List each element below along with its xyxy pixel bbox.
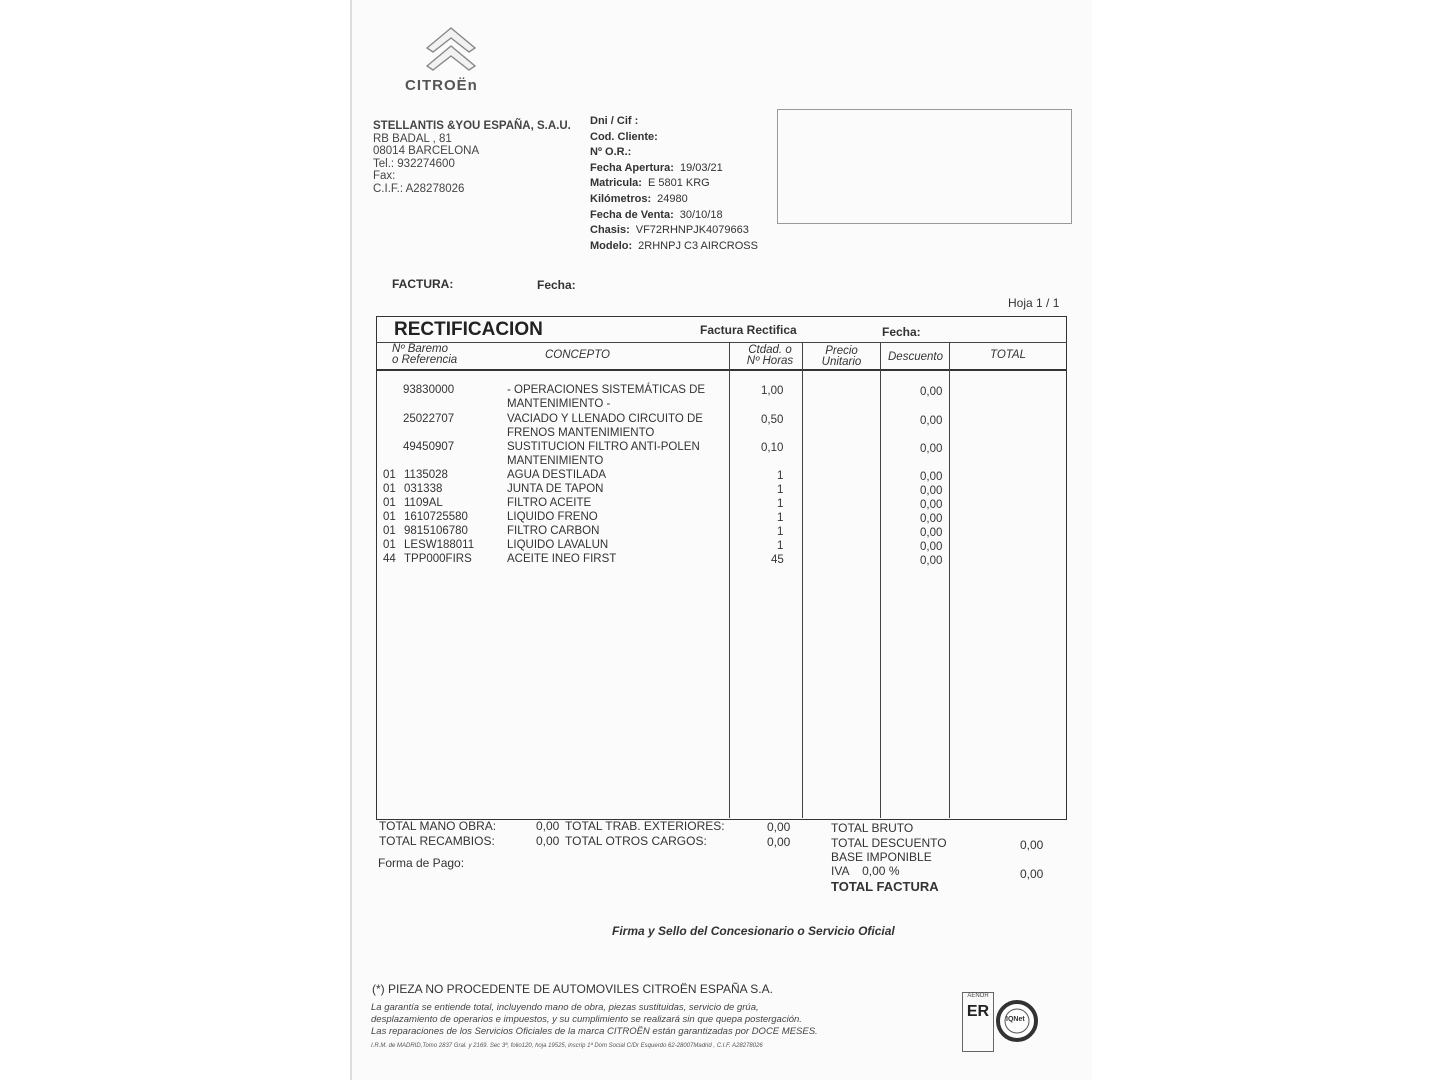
- vehicle-label: Dni / Cif :: [590, 115, 639, 127]
- item-prefix: 01: [383, 511, 396, 523]
- item-prefix: 01: [383, 497, 396, 509]
- company-name: STELLANTIS &YOU ESPAÑA, S.A.U.: [373, 120, 571, 132]
- item-concept: LIQUIDO LAVALUN: [507, 539, 609, 551]
- item-ref: 49450907: [403, 441, 455, 453]
- items-table: [376, 316, 1067, 820]
- vehicle-value: 19/03/21: [679, 161, 723, 174]
- item-discount: 0,00: [920, 485, 943, 497]
- item-quantity: 0,10: [761, 442, 784, 454]
- base-imponible-label: BASE IMPONIBLE: [831, 850, 932, 864]
- iva-value: 0,00: [1020, 867, 1044, 881]
- brand-logo-text: CITROËn: [405, 77, 478, 94]
- vehicle-value: E 5801 KRG: [647, 177, 710, 190]
- vehicle-value: 24980: [657, 192, 688, 205]
- warranty-line: La garantía se entiende total, incluyendo mano de obra, piezas sustituidas, servicio de grúa,: [371, 1002, 759, 1013]
- item-concept: AGUA DESTILADA: [507, 469, 607, 481]
- warranty-line: Las reparaciones de los Servicios Oficiales de la marca CITROËN están garantizadas por DOCE MESES.: [371, 1026, 818, 1037]
- item-concept: FILTRO CARBON: [507, 525, 600, 537]
- fecha-label: Fecha:: [537, 278, 576, 292]
- vehicle-label: Matricula:: [590, 177, 642, 190]
- total-otros-label: TOTAL OTROS CARGOS:: [565, 834, 707, 848]
- item-ref: 1109AL: [404, 497, 443, 509]
- pieza-note: (*) PIEZA NO PROCEDENTE DE AUTOMOVILES CITROËN ESPAÑA S.A.: [372, 982, 773, 996]
- item-concept: - OPERACIONES SISTEMÁTICAS DE: [507, 384, 706, 396]
- item-quantity: 1: [777, 498, 784, 510]
- factura-rectifica-label: Factura Rectifica: [700, 323, 797, 337]
- item-ref: 9815106780: [404, 525, 468, 537]
- column-header-text: Ctdad. o: [748, 344, 792, 356]
- vehicle-label: Modelo:: [590, 239, 633, 252]
- item-ref: 1135028: [404, 469, 448, 481]
- item-discount: 0,00: [920, 513, 943, 525]
- total-factura-label: TOTAL FACTURA: [831, 879, 939, 894]
- vehicle-row: [590, 208, 758, 224]
- total-mano-obra-label: TOTAL MANO OBRA:: [379, 819, 497, 833]
- item-concept-cont: MANTENIMIENTO -: [507, 398, 611, 410]
- column-header-referencia: [392, 344, 457, 366]
- item-quantity: 1: [777, 526, 784, 538]
- forma-pago-label: Forma de Pago:: [378, 856, 465, 870]
- vehicle-value: VF72RHNPJK4079663: [635, 224, 749, 237]
- vehicle-label: Fecha Apertura:: [590, 161, 674, 174]
- total-recambios-label: TOTAL RECAMBIOS:: [379, 834, 495, 848]
- item-concept: VACIADO Y LLENADO CIRCUITO DE: [507, 413, 703, 425]
- vehicle-row: [590, 145, 758, 161]
- column-header-text: Unitario: [821, 356, 862, 368]
- item-concept: LIQUIDO FRENO: [507, 511, 598, 523]
- column-header-text: Nº Baremo: [392, 343, 448, 355]
- item-discount: 0,00: [920, 471, 943, 483]
- item-prefix: 01: [383, 469, 396, 481]
- total-bruto-label: TOTAL BRUTO: [831, 821, 914, 835]
- item-ref: 1610725580: [404, 511, 468, 523]
- column-header-total: TOTAL: [990, 349, 1026, 361]
- vehicle-row: [590, 161, 758, 177]
- item-discount: 0,00: [920, 415, 943, 427]
- citroen-chevrons-logo: [423, 22, 479, 74]
- aenor-text: AENOR: [967, 993, 989, 999]
- item-concept: JUNTA DE TAPON: [507, 483, 604, 495]
- total-otros-value: 0,00: [767, 835, 791, 849]
- table-divider: [376, 342, 1067, 343]
- page-number: Hoja 1 / 1: [1008, 296, 1060, 310]
- item-ref: TPP000FIRS: [404, 553, 472, 565]
- vehicle-value: 30/10/18: [679, 208, 723, 221]
- item-quantity: 0,50: [761, 414, 784, 426]
- column-header-text: o Referencia: [392, 354, 458, 366]
- total-trab-ext-value: 0,00: [767, 820, 791, 834]
- company-address2: 08014 BARCELONA: [373, 145, 480, 157]
- item-ref: 25022707: [403, 413, 455, 425]
- item-quantity: 1: [777, 470, 784, 482]
- total-mano-obra-value: 0,00: [536, 819, 560, 833]
- company-fax: Fax:: [373, 170, 396, 182]
- company-cif: C.I.F.: A28278026: [373, 182, 465, 195]
- item-prefix: 44: [383, 553, 396, 565]
- column-header-descuento: Descuento: [888, 351, 943, 363]
- column-divider: [802, 342, 803, 818]
- customer-address-box: [777, 109, 1072, 224]
- vehicle-label: Fecha de Venta:: [590, 208, 674, 221]
- item-concept: FILTRO ACEITE: [507, 497, 592, 509]
- item-ref: LESW188011: [404, 539, 475, 551]
- item-prefix: 01: [383, 525, 396, 537]
- item-ref: 031338: [404, 483, 443, 495]
- signature-caption: Firma y Sello del Concesionario o Servicio Oficial: [612, 924, 895, 938]
- vehicle-row: [590, 114, 758, 130]
- warranty-line: desplazamiento de operarios e impuestos, y su cumplimiento se realizará sin que quepa postergación.: [371, 1014, 802, 1025]
- vehicle-label: Chasis:: [590, 224, 630, 237]
- column-header-text: Nº Horas: [746, 355, 794, 367]
- item-discount: 0,00: [920, 443, 943, 455]
- company-address1: RB BADAL , 81: [373, 132, 452, 145]
- er-text: ER: [966, 1003, 990, 1020]
- item-concept-cont: FRENOS MANTENIMIENTO: [507, 427, 655, 439]
- column-header-precio: [803, 346, 880, 368]
- factura-label: FACTURA:: [392, 277, 454, 291]
- item-quantity: 1: [777, 540, 784, 552]
- aenor-certification-logo: [962, 992, 994, 1052]
- iqnet-text: IQNet: [1006, 1016, 1025, 1023]
- total-recambios-value: 0,00: [536, 834, 560, 848]
- item-quantity: 1,00: [761, 385, 784, 397]
- vehicle-value: 2RHNPJ C3 AIRCROSS: [638, 239, 758, 252]
- column-divider: [949, 342, 950, 818]
- total-trab-ext-label: TOTAL TRAB. EXTERIORES:: [565, 819, 725, 833]
- item-quantity: 1: [777, 484, 784, 496]
- item-concept-cont: MANTENIMIENTO: [507, 455, 604, 467]
- document-title: RECTIFICACION: [394, 319, 543, 340]
- item-quantity: 45: [771, 554, 784, 566]
- vehicle-row: [590, 176, 758, 192]
- item-concept: ACEITE INEO FIRST: [507, 553, 617, 565]
- table-divider: [376, 369, 1067, 371]
- vehicle-row: [590, 130, 758, 146]
- item-concept: SUSTITUCION FILTRO ANTI-POLEN: [507, 441, 700, 453]
- total-descuento-value: 0,00: [1020, 838, 1044, 852]
- registry-text: I.R.M. de MADRID,Tomo 2837 Gral. y 2169. Sec 3ª, folio120, hoja 19525, inscrip 1ª Dom Social C/Dr Esquerdo 62-28007Madrid , C.I.F. A28278026: [371, 1043, 763, 1049]
- vehicle-label: Kilómetros:: [590, 192, 652, 205]
- warranty-text: [371, 1002, 818, 1038]
- company-block: [373, 120, 571, 195]
- column-header-text: Precio: [825, 345, 858, 357]
- item-discount: 0,00: [920, 386, 943, 398]
- vehicle-row: [590, 192, 758, 208]
- vehicle-row: [590, 223, 758, 239]
- iva-label: IVA 0,00 %: [831, 864, 900, 878]
- item-discount: 0,00: [920, 541, 943, 553]
- column-divider: [880, 342, 881, 818]
- vehicle-label: Cod. Cliente:: [590, 130, 658, 143]
- company-tel: Tel.: 932274600: [373, 157, 455, 170]
- item-prefix: 01: [383, 483, 396, 495]
- item-prefix: 01: [383, 539, 396, 551]
- column-header-concepto: CONCEPTO: [545, 349, 610, 361]
- item-discount: 0,00: [920, 527, 943, 539]
- vehicle-label: Nº O.R.:: [590, 146, 632, 159]
- column-divider: [729, 342, 730, 818]
- total-descuento-label: TOTAL DESCUENTO: [831, 836, 947, 850]
- column-header-cantidad: [731, 345, 809, 367]
- vehicle-info: [590, 114, 758, 254]
- item-discount: 0,00: [920, 555, 943, 567]
- vehicle-row: [590, 239, 758, 255]
- item-ref: 93830000: [403, 384, 455, 396]
- item-quantity: 1: [777, 512, 784, 524]
- item-discount: 0,00: [920, 499, 943, 511]
- rectifica-fecha-label: Fecha:: [882, 325, 921, 339]
